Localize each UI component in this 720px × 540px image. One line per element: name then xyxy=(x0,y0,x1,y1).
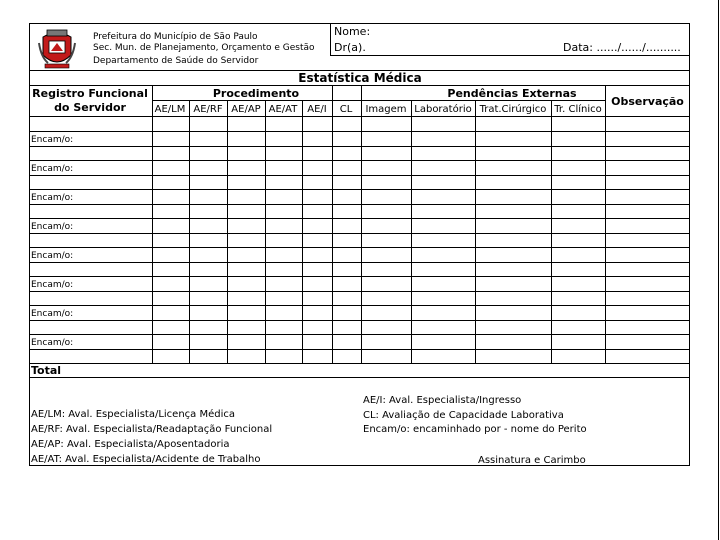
form-title: Estatística Médica xyxy=(298,71,422,85)
col-header-ae-ap: AE/AP xyxy=(231,104,261,115)
row-label-8: Encam/o: xyxy=(31,338,74,348)
city-coat-of-arms-icon xyxy=(38,27,76,71)
legend-encam: Encam/o: encaminhado por - nome do Perito xyxy=(363,424,587,435)
col-header-cl: CL xyxy=(339,104,353,115)
col-header-ae-lm: AE/LM xyxy=(154,104,186,115)
row-label-3: Encam/o: xyxy=(31,193,74,203)
org-line-2: Sec. Mun. de Planejamento, Orçamento e Gestão xyxy=(93,43,315,53)
legend-ae-lm: AE/LM: Aval. Especialista/Licença Médica xyxy=(31,409,236,420)
col-header-imagem: Imagem xyxy=(365,104,407,115)
signature-label: Assinatura e Carimbo xyxy=(478,455,586,466)
row-label-6: Encam/o: xyxy=(31,280,74,290)
legend-cl: CL: Avaliação de Capacidade Laborativa xyxy=(363,410,564,421)
doctor-label: Dr(a). xyxy=(334,41,366,54)
row-label-7: Encam/o: xyxy=(31,309,74,319)
col-header-tr-clinico: Tr. Clínico xyxy=(554,104,602,115)
total-label: Total xyxy=(31,364,62,377)
col-header-ae-rf: AE/RF xyxy=(193,104,223,115)
row-label-1: Encam/o: xyxy=(31,135,74,145)
nome-label: Nome: xyxy=(334,25,371,38)
col-header-laboratorio: Laboratório xyxy=(414,104,472,115)
row-label-4: Encam/o: xyxy=(31,222,74,232)
pendencias-header: Pendências Externas xyxy=(447,87,577,100)
row-label-5: Encam/o: xyxy=(31,251,74,261)
legend-ae-ap: AE/AP: Aval. Especialista/Aposentadoria xyxy=(31,439,230,450)
col-header-trat-cirurgico: Trat.Cirúrgico xyxy=(479,104,547,115)
procedimento-header: Procedimento xyxy=(212,87,300,100)
legend-ae-at: AE/AT: Aval. Especialista/Acidente de Trabalho xyxy=(31,454,261,465)
legend-ae-i: AE/I: Aval. Especialista/Ingresso xyxy=(363,395,522,406)
col-header-ae-at: AE/AT xyxy=(268,104,298,115)
registro-header: Registro Funcional do Servidor xyxy=(32,87,148,114)
observacao-header: Observação xyxy=(611,95,684,108)
col-header-ae-i: AE/I xyxy=(307,104,327,115)
legend-ae-rf: AE/RF: Aval. Especialista/Readaptação Funcional xyxy=(31,424,273,435)
row-label-2: Encam/o: xyxy=(31,164,74,174)
org-line-3: Departamento de Saúde do Servidor xyxy=(93,56,259,66)
date-field: Data: ....../....../.......... xyxy=(563,41,681,54)
org-line-1: Prefeitura do Município de São Paulo xyxy=(93,32,258,42)
